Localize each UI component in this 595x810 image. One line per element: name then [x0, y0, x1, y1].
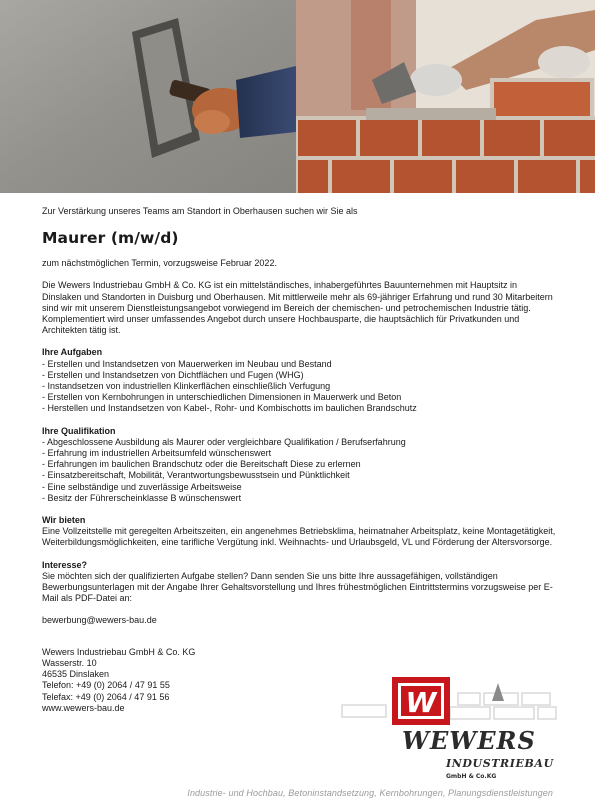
- interest-section: [42, 560, 557, 605]
- fax: Telefax: +49 (0) 2064 / 47 91 56: [42, 691, 170, 702]
- plastering-illustration: [0, 0, 296, 193]
- company-name: Wewers Industriebau GmbH & Co. KG: [42, 646, 196, 657]
- phone: Telefon: +49 (0) 2064 / 47 91 55: [42, 680, 170, 691]
- list-item: - Erfahrung im industriellen Arbeitsumfeld wünschenswert: [42, 448, 272, 459]
- qualifications-section: [42, 426, 557, 504]
- job-ad-body: [42, 206, 557, 714]
- list-item: - Erstellen von Kernbohrungen in unterschiedlichen Dimensionen in Mauerwerk und Beton: [42, 392, 402, 403]
- qualifications-title: Ihre Qualifikation: [42, 425, 116, 436]
- photo-plastering: [0, 0, 296, 193]
- logo-letter: W: [405, 686, 437, 719]
- offer-section: [42, 515, 557, 549]
- company-description: Die Wewers Industriebau GmbH & Co. KG ist ein mittelständisches, inhabergeführtes Bauunternehmen mit Hauptsitz in Dinslaken und Standorten in Duisburg und Oberhausen. Mit mittlerweile mehr als 69-jähriger Erfahrung und rund 30 Mitarbeitern sind wir mit unserem Dienstleistungsangebot vorwiegend im Bereich der chemischen- und petrochemischen Industrie tätig. Komplementiert wird unser umfassendes Angebot durch unsere Hochbausparte, die hauptsächlich für Privatkunden und Architekten tätig ist.: [42, 280, 553, 336]
- list-item: - Eine selbständige und zuverlässige Arbeitsweise: [42, 481, 242, 492]
- photo-bricklaying: [296, 0, 595, 193]
- logo-subtitle: INDUSTRIEBAU: [446, 757, 554, 770]
- website-link[interactable]: www.wewers-bau.de: [42, 702, 125, 713]
- wewers-logo-graphic: [338, 675, 560, 783]
- list-item: - Erstellen und Instandsetzen von Mauerwerken im Neubau und Bestand: [42, 358, 332, 369]
- job-title: Maurer (m/w/d): [42, 229, 179, 248]
- trowel-icon: [492, 683, 504, 701]
- list-item: - Instandsetzen von industriellen Klinkerflächen einschließlich Verfugung: [42, 381, 331, 392]
- intro-text: Zur Verstärkung unseres Teams am Standort in Oberhausen suchen wir Sie als: [42, 206, 358, 216]
- tasks-section: [42, 347, 557, 414]
- bricklaying-illustration: [296, 0, 595, 193]
- company-logo: [338, 675, 560, 783]
- offer-title: Wir bieten: [42, 515, 86, 526]
- interest-title: Interesse?: [42, 559, 88, 570]
- list-item: - Abgeschlossene Ausbildung als Maurer oder vergleichbare Qualifikation / Berufserfahrung: [42, 436, 406, 447]
- logo-name: WEWERS: [402, 726, 536, 755]
- street: Wasserstr. 10: [42, 657, 97, 668]
- list-item: - Einsatzbereitschaft, Mobilität, Verantwortungsbewusstsein und Pünktlichkeit: [42, 470, 350, 481]
- footer-services: Industrie- und Hochbau, Betoninstandsetzung, Kernbohrungen, Planungsdienstleistungen: [187, 788, 553, 798]
- tasks-title: Ihre Aufgaben: [42, 347, 103, 358]
- interest-text: Sie möchten sich der qualifizierten Aufgabe stellen? Dann senden Sie uns bitte Ihre aussagefähigen, vollständigen Bewerbungsunterlagen mit der Angabe Ihrer Gehaltsvorstellung und Ihres frühestmöglichen Eintrittstermins vorzugsweise per E-Mail als PDF-Datei an:: [42, 570, 553, 604]
- header-photos: [0, 0, 595, 193]
- city: 46535 Dinslaken: [42, 669, 110, 680]
- email-link[interactable]: bewerbung@wewers-bau.de: [42, 615, 157, 626]
- list-item: - Erfahrungen im baulichen Brandschutz oder die Bereitschaft Diese zu erlernen: [42, 459, 361, 470]
- list-item: - Herstellen und Instandsetzen von Kabel-, Rohr- und Kombischotts im baulichen Brandschutz: [42, 403, 417, 414]
- logo-legal-form: GmbH & Co.KG: [446, 773, 497, 780]
- list-item: - Besitz der Führerscheinklasse B wünschenswert: [42, 492, 242, 503]
- list-item: - Erstellen und Instandsetzen von Dichtflächen und Fugen (WHG): [42, 369, 304, 380]
- start-date-text: zum nächstmöglichen Termin, vorzugsweise Februar 2022.: [42, 258, 277, 269]
- offer-text: Eine Vollzeitstelle mit geregelten Arbeitszeiten, ein angenehmes Betriebsklima, heimatnaher Arbeitsplatz, keine Montagetätigkeit, Weiterbildungsmöglichkeiten, eine tarifliche Vergütung inkl. Weihnachts- und Urlaubsgeld, VL und Förderung der Altersvorsorge.: [42, 526, 556, 548]
